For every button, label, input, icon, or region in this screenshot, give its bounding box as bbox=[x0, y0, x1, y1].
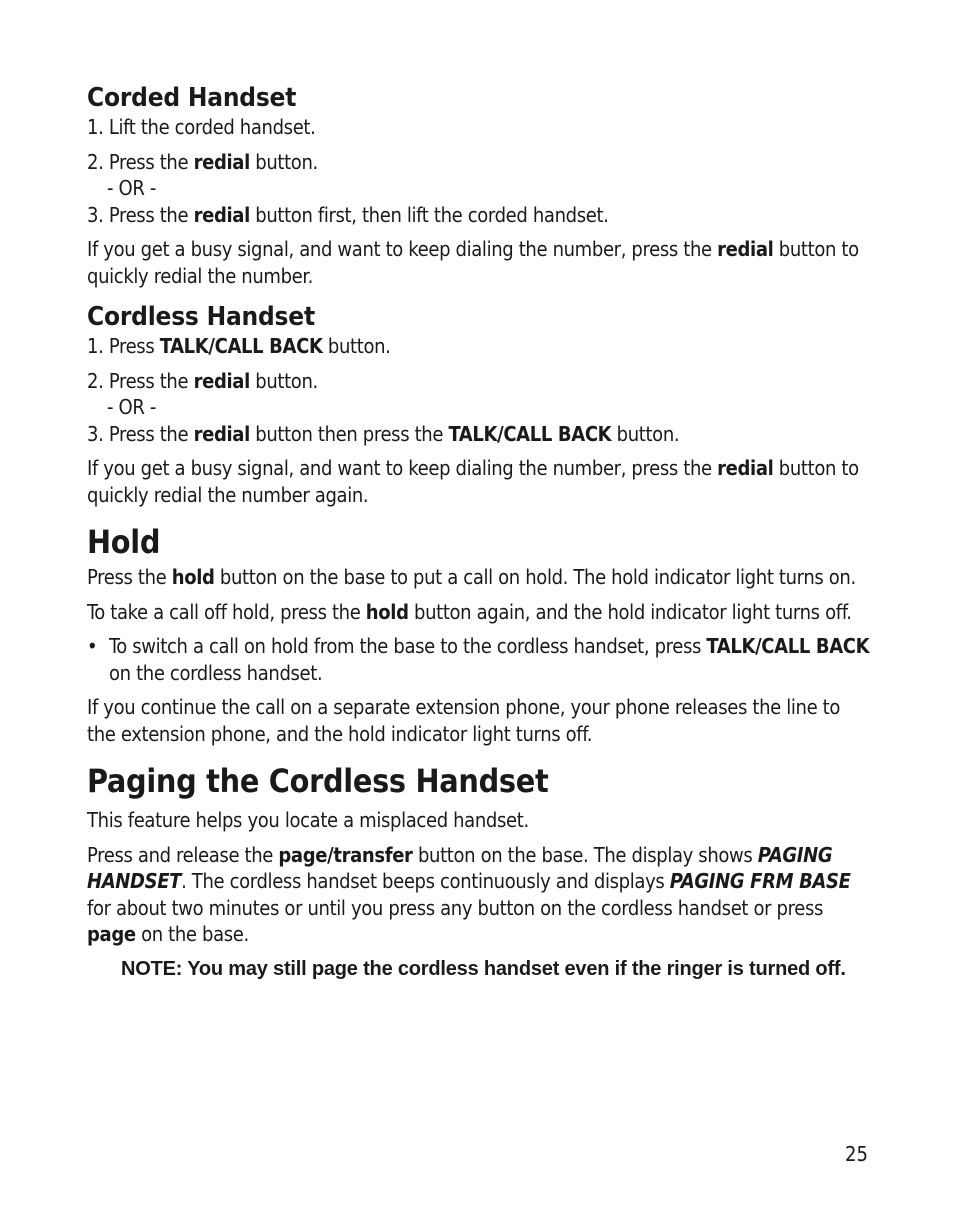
page-number: 25 bbox=[845, 1142, 868, 1166]
hold-paragraph-1: Press the hold button on the base to put a call on hold. The hold indicator light turns on. bbox=[87, 565, 856, 589]
hold-bullet-item: • To switch a call on hold from the base to the cordless handset, press TALK/CALL BACK on the cordless handset. bbox=[87, 634, 870, 685]
corded-step-2: 2. Press the redial button. bbox=[87, 149, 318, 174]
cordless-or-separator: - OR - bbox=[107, 395, 156, 419]
corded-step-1: 1. Lift the corded handset. bbox=[87, 115, 316, 139]
hold-heading: Hold bbox=[87, 523, 161, 561]
hold-section bbox=[87, 522, 872, 747]
corded-handset-section bbox=[87, 82, 872, 289]
corded-busy-paragraph: If you get a busy signal, and want to keep dialing the number, press the redial button to quickly redial the number. bbox=[87, 237, 859, 288]
cordless-step-1: 1. Press TALK/CALL BACK button. bbox=[87, 334, 391, 358]
paging-note: NOTE: You may still page the cordless handset even if the ringer is turned off. bbox=[121, 957, 846, 980]
corded-handset-heading: Corded Handset bbox=[87, 83, 297, 113]
corded-or-separator: - OR - bbox=[107, 176, 156, 200]
paging-heading: Paging the Cordless Handset bbox=[87, 762, 549, 800]
cordless-step-2: 2. Press the redial button. bbox=[87, 368, 318, 393]
cordless-handset-heading: Cordless Handset bbox=[87, 302, 315, 332]
hold-paragraph-2: To take a call off hold, press the hold button again, and the hold indicator light turns off. bbox=[87, 599, 852, 624]
corded-step-3: 3. Press the redial button first, then lift the corded handset. bbox=[87, 202, 609, 227]
cordless-step-3: 3. Press the redial button then press the TALK/CALL BACK button. bbox=[87, 421, 680, 446]
page-content bbox=[87, 82, 872, 982]
cordless-handset-section bbox=[87, 301, 872, 508]
paging-paragraph-2: Press and release the page/transfer button on the base. The display shows PAGING HANDSET. The cordless handset beeps continuously and displays PAGING FRM BASE for about two minutes or until you press any button on the cordless handset or press page on the base. bbox=[87, 842, 851, 946]
hold-paragraph-3: If you continue the call on a separate extension phone, your phone releases the line to the extension phone, and the hold indicator light turns off. bbox=[87, 695, 841, 746]
paging-section bbox=[87, 761, 872, 982]
cordless-busy-paragraph: If you get a busy signal, and want to keep dialing the number, press the redial button to quickly redial the number again. bbox=[87, 456, 859, 507]
bullet-icon: • bbox=[87, 634, 98, 658]
paging-paragraph-1: This feature helps you locate a misplaced handset. bbox=[87, 808, 529, 832]
